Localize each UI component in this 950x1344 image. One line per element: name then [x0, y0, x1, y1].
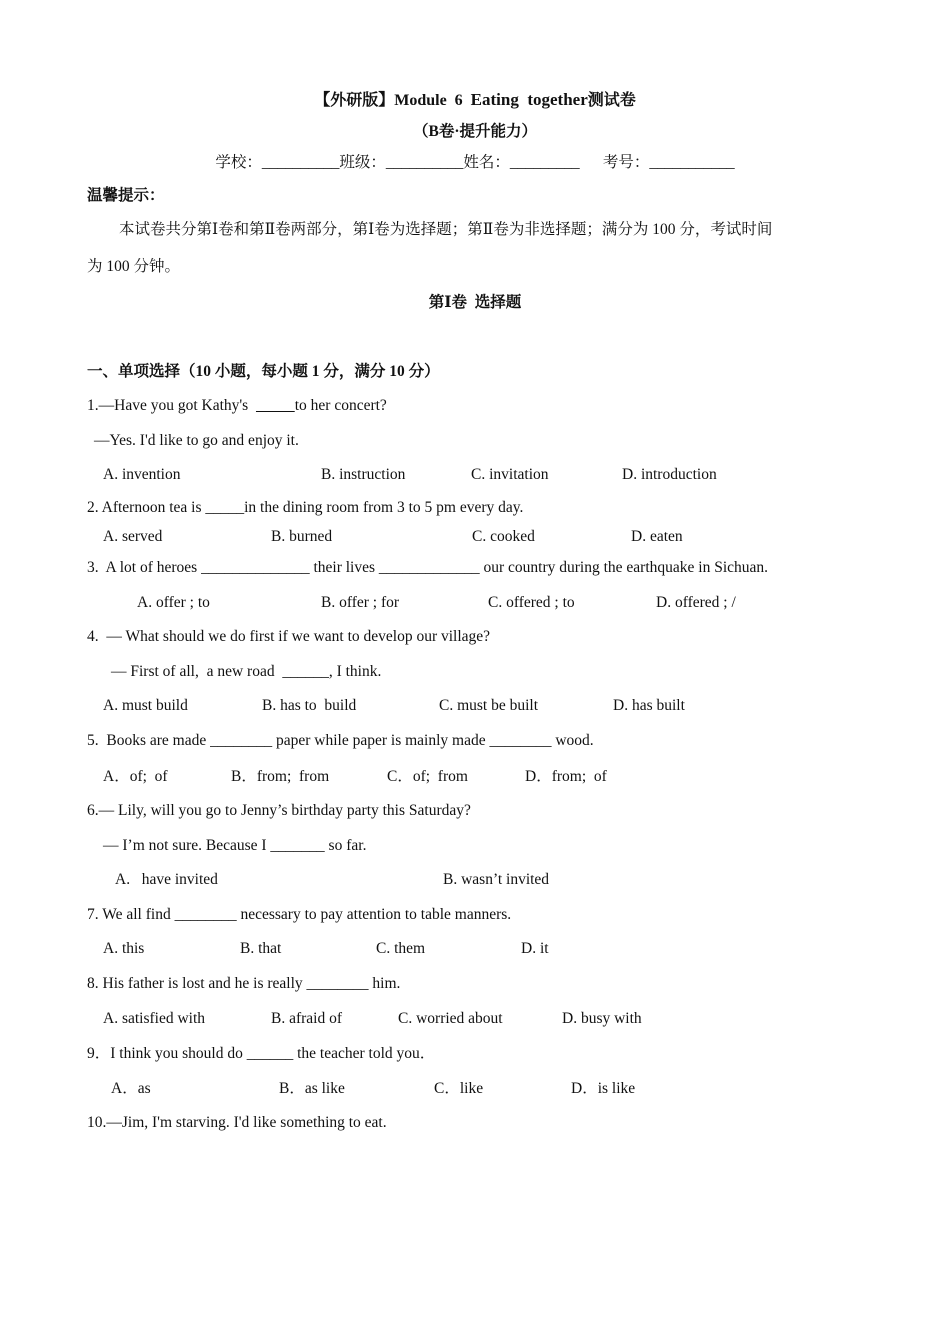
title-prefix: 【外研版】Module 6: [314, 92, 471, 109]
option: C. cooked: [472, 528, 535, 545]
option: B. wasn’t invited: [443, 871, 550, 888]
question-stem: [87, 396, 387, 416]
option: D. introduction: [622, 466, 717, 483]
question-line: — I’m not sure. Because I _______ so far.: [103, 837, 367, 854]
option: C. offered ; to: [488, 594, 575, 611]
option: C. worried about: [398, 1010, 503, 1027]
part-title: 第Ⅰ卷 选择题: [428, 294, 522, 311]
option: A. this: [103, 940, 145, 957]
option: D. busy with: [562, 1010, 642, 1027]
option: A. invention: [103, 466, 181, 483]
option: A. satisfied with: [103, 1010, 206, 1027]
question-stem: 6.— Lily, will you go to Jenny’s birthday party this Saturday?: [87, 802, 471, 819]
page-title: [0, 90, 950, 111]
question-line: —Yes. I'd like to go and enjoy it.: [94, 432, 299, 449]
tips-line-2: 为 100 分钟。: [87, 258, 181, 275]
q1-stem-end: to her concert?: [294, 397, 387, 414]
option: A. offer ; to: [137, 594, 210, 611]
option: C．of; from: [387, 768, 468, 785]
question-stem: 4. — What should we do first if we want to develop our village?: [87, 628, 491, 645]
q1-blank: [256, 397, 295, 414]
tips-line-1: 本试卷共分第Ⅰ卷和第Ⅱ卷两部分，第Ⅰ卷为选择题；第Ⅱ卷为非选择题；满分为 100 分，考试时间: [119, 221, 773, 238]
section-title: 一、单项选择（10 小题，每小题 1 分，满分 10 分）: [87, 363, 440, 380]
option: B．as like: [279, 1080, 345, 1097]
option: D．is like: [571, 1080, 636, 1097]
option: D. has built: [613, 697, 685, 714]
question-stem: 5. Books are made ________ paper while paper is mainly made ________ wood.: [87, 732, 594, 749]
title-main: Eating together: [470, 90, 588, 109]
question-line: — First of all, a new road ______, I think.: [111, 663, 382, 680]
option: A. served: [103, 528, 163, 545]
option: C. invitation: [471, 466, 549, 483]
option: D．from; of: [525, 768, 607, 785]
question-stem: 9．I think you should do ______ the teacher told you．: [87, 1045, 436, 1062]
option: B．from; from: [231, 768, 330, 785]
option: A. must build: [103, 697, 188, 714]
question-stem: 7. We all find ________ necessary to pay attention to table manners.: [87, 906, 512, 923]
student-info-line: 学校：__________班级：__________姓名：_________ 考号：___________: [215, 154, 735, 171]
option: B. has to build: [262, 697, 357, 714]
page-subtitle: （B卷·提升能力）: [412, 123, 537, 140]
question-stem: 8. His father is lost and he is really ________ him.: [87, 975, 401, 992]
option: C．like: [434, 1080, 484, 1097]
option: D. eaten: [631, 528, 683, 545]
question-stem: 10.—Jim, I'm starving. I'd like something to eat.: [87, 1114, 387, 1131]
option: D. it: [521, 940, 549, 957]
option: B. that: [240, 940, 282, 957]
tips-heading: 温馨提示：: [87, 187, 165, 204]
option: C. them: [376, 940, 426, 957]
question-stem: 2. Afternoon tea is _____in the dining room from 3 to 5 pm every day.: [87, 499, 524, 516]
option: B. burned: [271, 528, 333, 545]
option: A．of; of: [103, 768, 168, 785]
q1-stem-start: 1.—Have you got Kathy's: [87, 397, 256, 414]
title-suffix: 测试卷: [587, 92, 636, 109]
option: A. have invited: [115, 871, 218, 888]
option: B. instruction: [321, 466, 406, 483]
question-stem: 3. A lot of heroes ______________ their lives _____________ our country during the earthquake in Sichuan.: [87, 559, 769, 576]
option: B. offer ; for: [321, 594, 400, 611]
option: C. must be built: [439, 697, 539, 714]
option: A．as: [111, 1080, 151, 1097]
option: B. afraid of: [271, 1010, 343, 1027]
option: D. offered ; /: [656, 594, 736, 611]
